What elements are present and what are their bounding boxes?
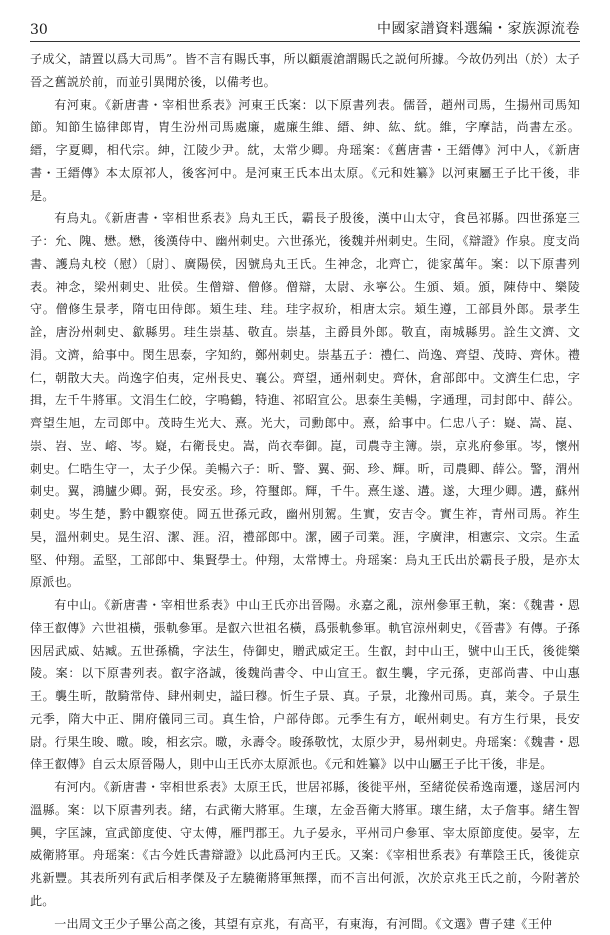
paragraph-wuwan: 有烏丸。《新唐書・宰相世系表》烏丸王氏，霸長子殷後，漢中山太守，食邑祁縣。四世孫寔三子：允、隗、懋。懋，後漢侍中、幽州刺史。六世孫光，後魏并州刺史。生冏，《辯證》作泉。度支尚書、護烏丸校（慰）〔尉〕、廣陽侯，因號烏丸王氏。生神念，北齊亡，徙家萬年。案：以下原書列表。神念，梁州刺史、壯侯。生僧辯、僧修。僧辯，太尉、永寧公。生頒、頍。頒，陳侍中、樂陵守。僧修生景孝，隋屯田侍郎。頍生珪、珪。珪字叔玠，相唐太宗。頍生遵，工部員外郎。景孝生詮，唐汾州刺史、歙縣男。珪生崇基、敬直。崇基，主爵員外郎。敬直，南城縣男。詮生文濟、文涓。文濟，給事中。閔生思泰，字知約，鄭州刺史。崇基五子：禮仁、尚逸、齊望、茂時、齊休。禮仁，朝散大夫。尚逸字伯夷，定州長史、襄公。齊望，通州刺史。齊休，倉部郎中。文濟生仁忠，字揖，左千牛將軍。文涓生仁皎，字鳴鶴，特進、祁昭宣公。思泰生美暢，字通理，司封郎中、薛公。齊望生旭，左司郎中。茂時生光大、熹。光大，司勳郎中。熹，給事中。仁忠八子：嶷、嵩、崑、崇、岧、岦、嵱、岑。嶷，右衛長史。嵩，尚衣奉御。崑，司農寺主簿。崇，京兆府參軍。岑，懷州刺史。仁晧生守一，太子少保。美暢六子：昕、警、翼、弼、珍、輝。昕，司農卿、薛公。警，渭州刺史。翼，鴻臚少卿。弼，長安丞。珍，符璽郎。輝，千牛。熹生遂、遘。遂，大理少卿。遘，蘇州刺史。岑生楚，黔中觀察使。岡五世孫元政，幽州別駕。生實，安吉令。實生祚，青州司馬。祚生昊，溫州刺史。晃生沼、潔、涯。沼，禮部郎中。潔，國子司業。涯，字廣津，相憲宗、文宗。生孟堅、仲翔。孟堅，工部郎中、集賢學士。仲翔，太常博士。舟瑶案：烏丸王氏出於霸長子殷，是亦太原派也。 — [30, 207, 580, 594]
running-title: 中國家譜資料選編・家族源流卷 — [377, 18, 580, 38]
header-rule — [30, 41, 580, 42]
paragraph-henei: 有河内。《新唐書・宰相世系表》太原王氏，世居祁縣，後徙平州，至緒從侯希逸南遷，遂居河内溫縣。案：以下原書列表。緒，右武衛大將軍。生瓌，左金吾衛大將軍。瓌生緒，太子詹事。緒生智興，字匡諫，宣武節度使、守太傅，雁門郡王。九子晏永，平州司户參軍、宰太原節度使。晏宰，左威衛將軍。舟瑶案：《古今姓氏書辯證》以此爲河内王氏。又案：《宰相世系表》有華陰王氏，後徙京兆新豐。其表所列有武后相孝傑及子左驍衛將軍無擇，而不言出何派，次於京兆王氏之前，今附著於此。 — [30, 776, 580, 913]
body-text — [30, 48, 580, 903]
paragraph-continuation: 子成父，請置以爲大司馬”。皆不言有賜氏事，所以顧震滄謂賜氏之説何所據。今故仍列出（於）太子晉之舊説於前，而並引異聞於後，以備考也。 — [30, 48, 580, 94]
paragraph-bigong: 一出周文王少子畢公高之後，其望有京兆，有高平，有東海，有河間。《文選》曹子建《王仲 — [30, 913, 580, 935]
page-header — [30, 16, 580, 38]
paragraph-zhongshan: 有中山。《新唐書・宰相世系表》中山王氏亦出晉陽。永嘉之亂，涼州參軍王軌，案：《魏書・恩倖王叡傳》六世祖橫，張軌參軍。是叡六世祖名橫，爲張軌參軍。軌官涼州刺史，《晉書》有傳。子孫因居武威、姑臧。五世孫橋，字法生，侍御史，贈武威定王。生叡，封中山王，號中山王氏，後徙樂陵。案：以下原書列表。叡字洛誠，後魏尚書令、中山宣王。叡生襲，字元孫，吏部尚書、中山惠王。襲生昕，散騎常侍、肆州刺史，謚曰穆。忻生子景、真。子景，北豫州司馬。真，莱令。子景生元季，隋大中正、開府儀同三司。真生恰，户部侍郎。元季生有方，岷州刺史。有方生行果，長安尉。行果生晙、曒。晙，相玄宗。曒，永壽令。晙孫敬忱，太原少尹，易州刺史。舟瑶案：《魏書・恩倖王叡傳》自云太原晉陽人，則中山王氏亦太原派也。《元和姓纂》以中山屬王子比干後，非是。 — [30, 594, 580, 776]
page-number: 30 — [30, 22, 48, 38]
paragraph-hedong: 有河東。《新唐書・宰相世系表》河東王氏案：以下原書列表。儒晉，趙州司馬，生揚州司馬知節。知節生協律郎胄，胄生汾州司馬處廉，處廉生維、縉、紳、紘、紞。維，字摩詰，尚書左丞。縉，字夏卿，相代宗。紳，江陵少尹。紞，太常少卿。舟瑶案：《舊唐書・王縉傳》河中人，《新唐書・王縉傳》本太原祁人，後客河中。是河東王氏本出太原。《元和姓纂》以河東屬王子比干後，非是。 — [30, 94, 580, 208]
